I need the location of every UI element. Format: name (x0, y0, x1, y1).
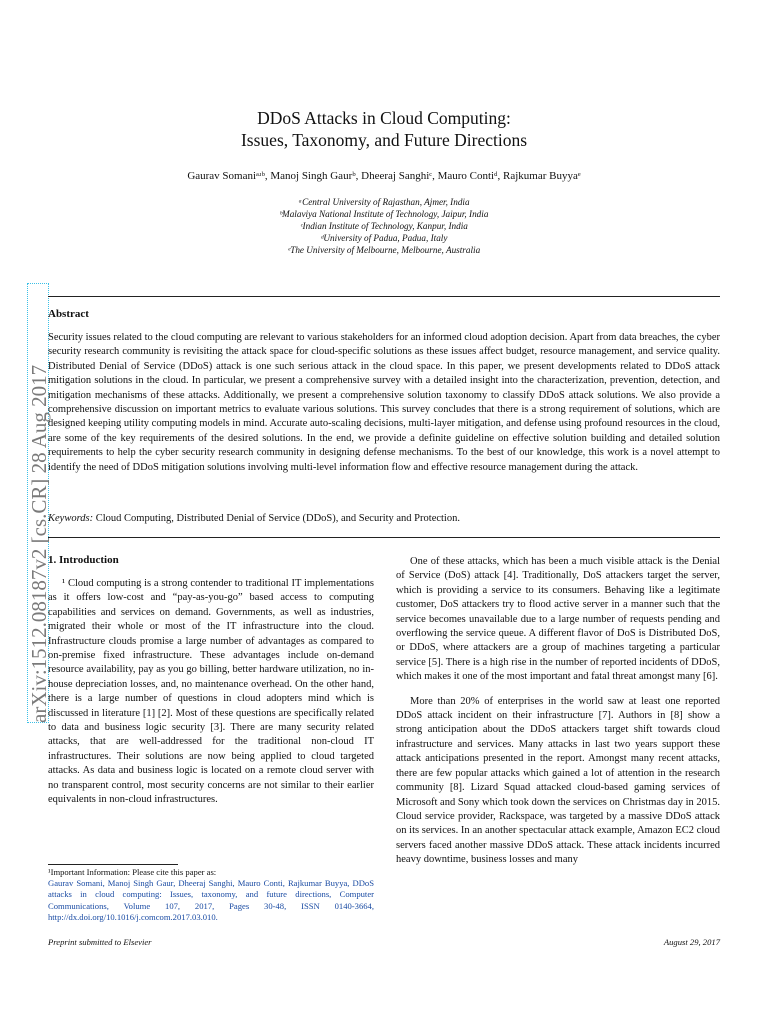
arxiv-identifier: arXiv:1512.08187v2 [cs.CR] 28 Aug 2017 (27, 364, 51, 723)
date-note: August 29, 2017 (663, 937, 720, 947)
abstract-top-rule (48, 296, 720, 297)
abstract-bottom-rule (48, 537, 720, 538)
intro-paragraph-1: ¹ Cloud computing is a strong contender to traditional IT implementations as it offers low-cost and “pay-as-you-go” based access to computing capabilities and services on demand. Governments, as well as industries, migrated their whole or most of the IT infrastructure into the cloud. Infrastructure clouds promise a large number of advantages as compared to on-premise fixed infrastructure. These advantages include on-demand resource availability, pay as you go billing, better hardware utilization, no in-house depreciation losses, and, no maintenance overhead. On the other hand, there is a large number of questions in cloud adopters mind which is discussed in literature [1] [2]. Most of these questions are specifically related to data and business logic security [3]. There are many security related attacks, that are well-addressed for the traditional non-cloud IT infrastructures. Their solutions are now being applied to cloud targeted attacks. As data and business logic is located on a remote cloud server with no transparent control, most security concerns are not similar to their earlier equivalents in non-cloud infrastructures. (48, 578, 374, 806)
preprint-note: Preprint submitted to Elsevier (48, 937, 152, 947)
affiliation-a: ᵃCentral University of Rajasthan, Ajmer, India (298, 197, 470, 207)
intro-paragraph-2: One of these attacks, which has been a much visible attack is the Denial of Service (DoS) attack [4]. Traditionally, DoS attackers target the server, which is providing a service to its consumers. Behaving like a legitimate customer, DoS attackers try to flood active server in a manner such that the service becomes unavailable due to a large number of requests pending and overflowing the service queue. A different flavor of DoS is Distributed DoS, or DDoS, where attackers are a group of machines targeting a particular service [5]. There is a high rise in the number of reported incidents of DDoS, which makes it one of the most important and fatal threat amongst many [6]. (396, 556, 720, 683)
intro-paragraph-3: More than 20% of enterprises in the world saw at least one reported DDoS attack incident on their infrastructure [7]. Authors in [8] show a strong anticipation about the DDoS attackers target shift towards cloud infrastructure and services. Many attacks in last two years support these attack anticipations presented in the report. Amongst many recent attacks, there are few popular attacks which gained a lot of attention in the research community [8]. Lizard Squad attacked cloud-based gaming services of Microsoft and Sony which took down the services on Christmas day in 2015. Cloud service provider, Rackspace, was targeted by a massive DDoS attack on its services. In an another spectacular attack example, Amazon EC2 cloud servers faced another massive DDoS attack. These attack incidents incurred heavy downtime, business losses and many (396, 695, 721, 866)
footnote-rule (48, 864, 178, 865)
title-line-1: DDoS Attacks in Cloud Computing: (257, 108, 511, 128)
keywords-text: Cloud Computing, Distributed Denial of Service (DDoS), and Security and Protection. (95, 513, 460, 524)
left-column (48, 577, 374, 818)
footnote-label: ¹Important Information: Please cite this paper as: (48, 867, 217, 877)
paper-title (0, 107, 768, 151)
keywords (48, 513, 720, 524)
abstract-heading: Abstract (48, 308, 89, 320)
footnote-citation-link[interactable]: Gaurav Somani, Manoj Singh Gaur, Dheeraj Sanghi, Mauro Conti, Rajkumar Buyya, DDoS attacks in cloud computing: Issues, taxonomy, and future directions, Computer Communications, Volume 107, 2017, Pages 30-48, ISSN 0140-3664, http://dx.doi.org/10.1016/j.comcom.2017.03.010. (48, 878, 374, 922)
affiliation-b: ᵇMalaviya National Institute of Technology, Jaipur, India (279, 209, 489, 219)
right-column (396, 555, 720, 878)
affiliation-d: ᵈUniversity of Padua, Padua, Italy (320, 233, 448, 243)
title-line-2: Issues, Taxonomy, and Future Directions (240, 130, 528, 150)
footnote (48, 867, 374, 923)
affiliation-e: ᵉThe University of Melbourne, Melbourne, Australia (287, 245, 481, 255)
affiliation-c: ᶜIndian Institute of Technology, Kanpur, India (300, 221, 468, 231)
affiliations (0, 196, 768, 256)
section-heading-introduction: 1. Introduction (48, 554, 119, 566)
author-list: Gaurav Somaniᵃʴᵇ, Manoj Singh Gaurᵇ, Dheeraj Sanghiᶜ, Mauro Contiᵈ, Rajkumar Buyyaᵉ (187, 170, 581, 182)
keywords-label: Keywords: (48, 513, 94, 524)
abstract-text: Security issues related to the cloud computing are relevant to various stakeholders for an informed cloud adoption decision. Apart from data breaches, the cyber security research community is revisiting the attack space for cloud-specific solutions as these issues affect budget, resource management, and service quality. Distributed Denial of Service (DDoS) attack is one such serious attack in the cloud space. In this paper, we present developments related to DDoS attack mitigation solutions in the cloud. In particular, we present a comprehensive survey with a detailed insight into the characterization, prevention, detection, and mitigation mechanisms of these attacks. Additionally, we present a comprehensive solution taxonomy to classify DDoS attack solutions. We also provide a comprehensive discussion on important metrics to evaluate various solutions. This survey concludes that there is a strong requirement of solutions, which are designed keeping utility computing models in mind. Accurate auto-scaling decisions, multi-layer mitigation, and defense using profound resources in the cloud, are some of the key requirements of the desired solutions. In the end, we provide a definite guideline on effective solution building and detailed solution requirements to help the cyber security research community in designing defense mechanisms. To the best of our knowledge, this work is a novel attempt to identify the need of DDoS mitigation solutions involving multi-level information flow and effective resource management during the attack. (48, 332, 720, 473)
